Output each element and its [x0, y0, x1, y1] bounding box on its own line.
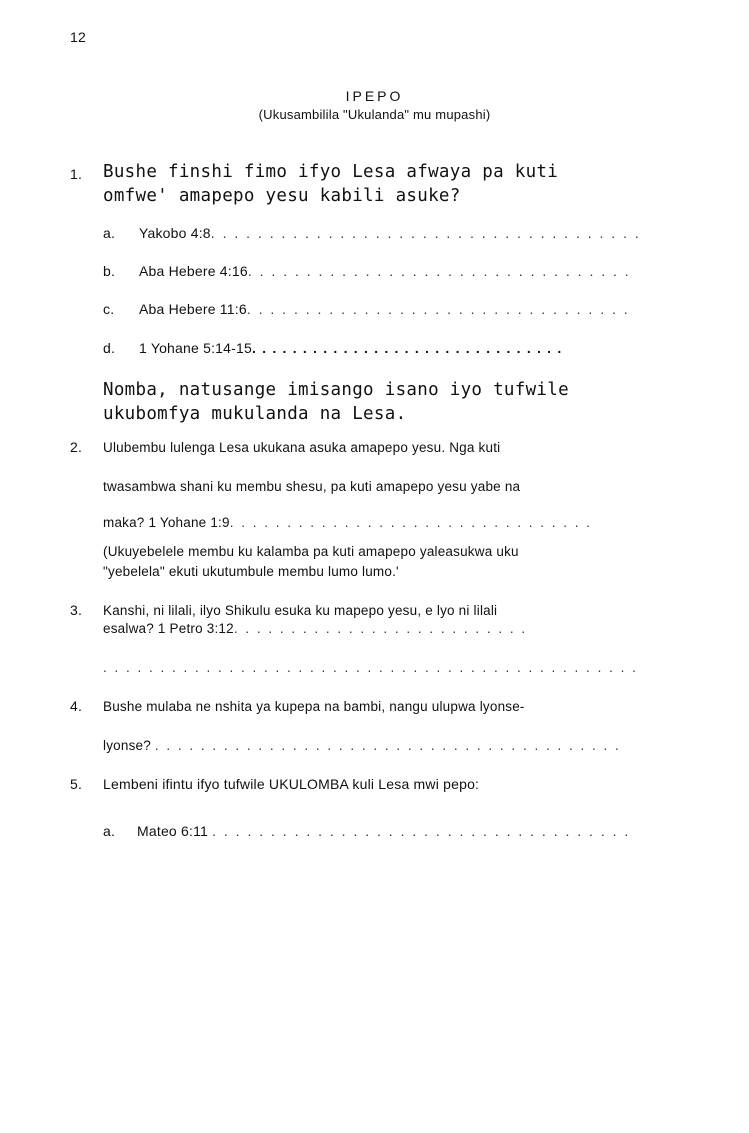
question-1-line-1: Bushe finshi fimo ifyo Lesa afwaya pa kuti [103, 162, 559, 182]
q2-answer-line: . . . . . . . . . . . . . . . . . . . . . . . . . . . . . . . . [229, 515, 593, 530]
q1-item-c-letter: c. [103, 301, 115, 317]
question-1-number: 1. [70, 166, 83, 182]
page-number: 12 [70, 29, 86, 45]
question-2-line-1: Ulubembu lulenga Lesa ukukana asuka amapepo yesu. Nga kuti [103, 440, 501, 455]
question-5-number: 5. [70, 776, 83, 792]
intro-line-1: Nomba, natusange imisango isano iyo tufwile [103, 380, 569, 400]
question-3-line-1: Kanshi, ni lilali, ilyo Shikulu esuka ku mapepo yesu, e lyo ni lilali [103, 603, 498, 618]
q5-item-a-letter: a. [103, 823, 116, 839]
question-1-line-2: omfwe' amapepo yesu kabili asuke? [103, 186, 461, 206]
q5-item-a-answer-line: . . . . . . . . . . . . . . . . . . . . . . . . . . . . . . . . . . . . [212, 823, 631, 839]
q4-answer-line: . . . . . . . . . . . . . . . . . . . . . . . . . . . . . . . . . . . . . . . . . [154, 738, 621, 753]
question-5-line-1: Lembeni ifintu ifyo tufwile UKULOMBA kuli Lesa mwi pepo: [103, 776, 480, 792]
question-2-note-1: (Ukuyebelele membu ku kalamba pa kuti amapepo yaleasukwa uku [103, 544, 519, 559]
page-subtitle: (Ukusambilila "Ukulanda" mu mupashi) [258, 107, 491, 122]
q1-item-a-answer-line: . . . . . . . . . . . . . . . . . . . . . . . . . . . . . . . . . . . . . [210, 225, 641, 241]
q1-item-d-ref: 1 Yohane 5:14-15. . . . . . . . . . . . . . . . . . . . . . . . . . . . . . . [139, 340, 563, 356]
q1-item-d-letter: d. [103, 340, 116, 356]
question-3-number: 3. [70, 602, 83, 618]
q1-item-b-ref: Aba Hebere 4:16. . . . . . . . . . . . . . . . . . . . . . . . . . . . . . . . . [139, 263, 631, 279]
question-2-note-2: "yebelela" ekuti ukutumbule membu lumo lumo.' [103, 564, 399, 579]
question-3-line-2: esalwa? 1 Petro 3:12. . . . . . . . . . . . . . . . . . . . . . . . . . [103, 621, 528, 636]
intro-line-2: ukubomfya mukulanda na Lesa. [103, 404, 407, 424]
q5-item-a-ref: Mateo 6:11 . . . . . . . . . . . . . . . . . . . . . . . . . . . . . . . . . . . . [137, 823, 631, 839]
q1-item-d-answer-line: . . . . . . . . . . . . . . . . . . . . . . . . . . . . . . . [251, 340, 563, 356]
question-4-line-1: Bushe mulaba ne nshita ya kupepa na bambi, nangu ulupwa lyonse- [103, 699, 525, 714]
q1-item-c-answer-line: . . . . . . . . . . . . . . . . . . . . . . . . . . . . . . . . . [246, 301, 630, 317]
question-4-number: 4. [70, 698, 83, 714]
question-2-line-3: maka? 1 Yohane 1:9. . . . . . . . . . . . . . . . . . . . . . . . . . . . . . . . [103, 515, 593, 530]
q1-item-a-letter: a. [103, 225, 116, 241]
q1-item-b-answer-line: . . . . . . . . . . . . . . . . . . . . . . . . . . . . . . . . . [247, 263, 631, 279]
q1-item-a-ref: Yakobo 4:8. . . . . . . . . . . . . . . . . . . . . . . . . . . . . . . . . . . . . [139, 225, 641, 241]
q3-answer-line-1: . . . . . . . . . . . . . . . . . . . . . . . . . . [233, 621, 528, 636]
page-title: IPEPO [345, 88, 404, 104]
question-2-line-2: twasambwa shani ku membu shesu, pa kuti amapepo yesu yabe na [103, 479, 521, 494]
question-4-line-2: lyonse? . . . . . . . . . . . . . . . . . . . . . . . . . . . . . . . . . . . . . . . . . [103, 738, 621, 753]
q1-item-c-ref: Aba Hebere 11:6. . . . . . . . . . . . . . . . . . . . . . . . . . . . . . . . . [139, 301, 630, 317]
q1-item-b-letter: b. [103, 263, 116, 279]
q3-answer-line-2: . . . . . . . . . . . . . . . . . . . . . . . . . . . . . . . . . . . . . . . . . . . . . . . [103, 660, 638, 675]
question-2-number: 2. [70, 439, 83, 455]
